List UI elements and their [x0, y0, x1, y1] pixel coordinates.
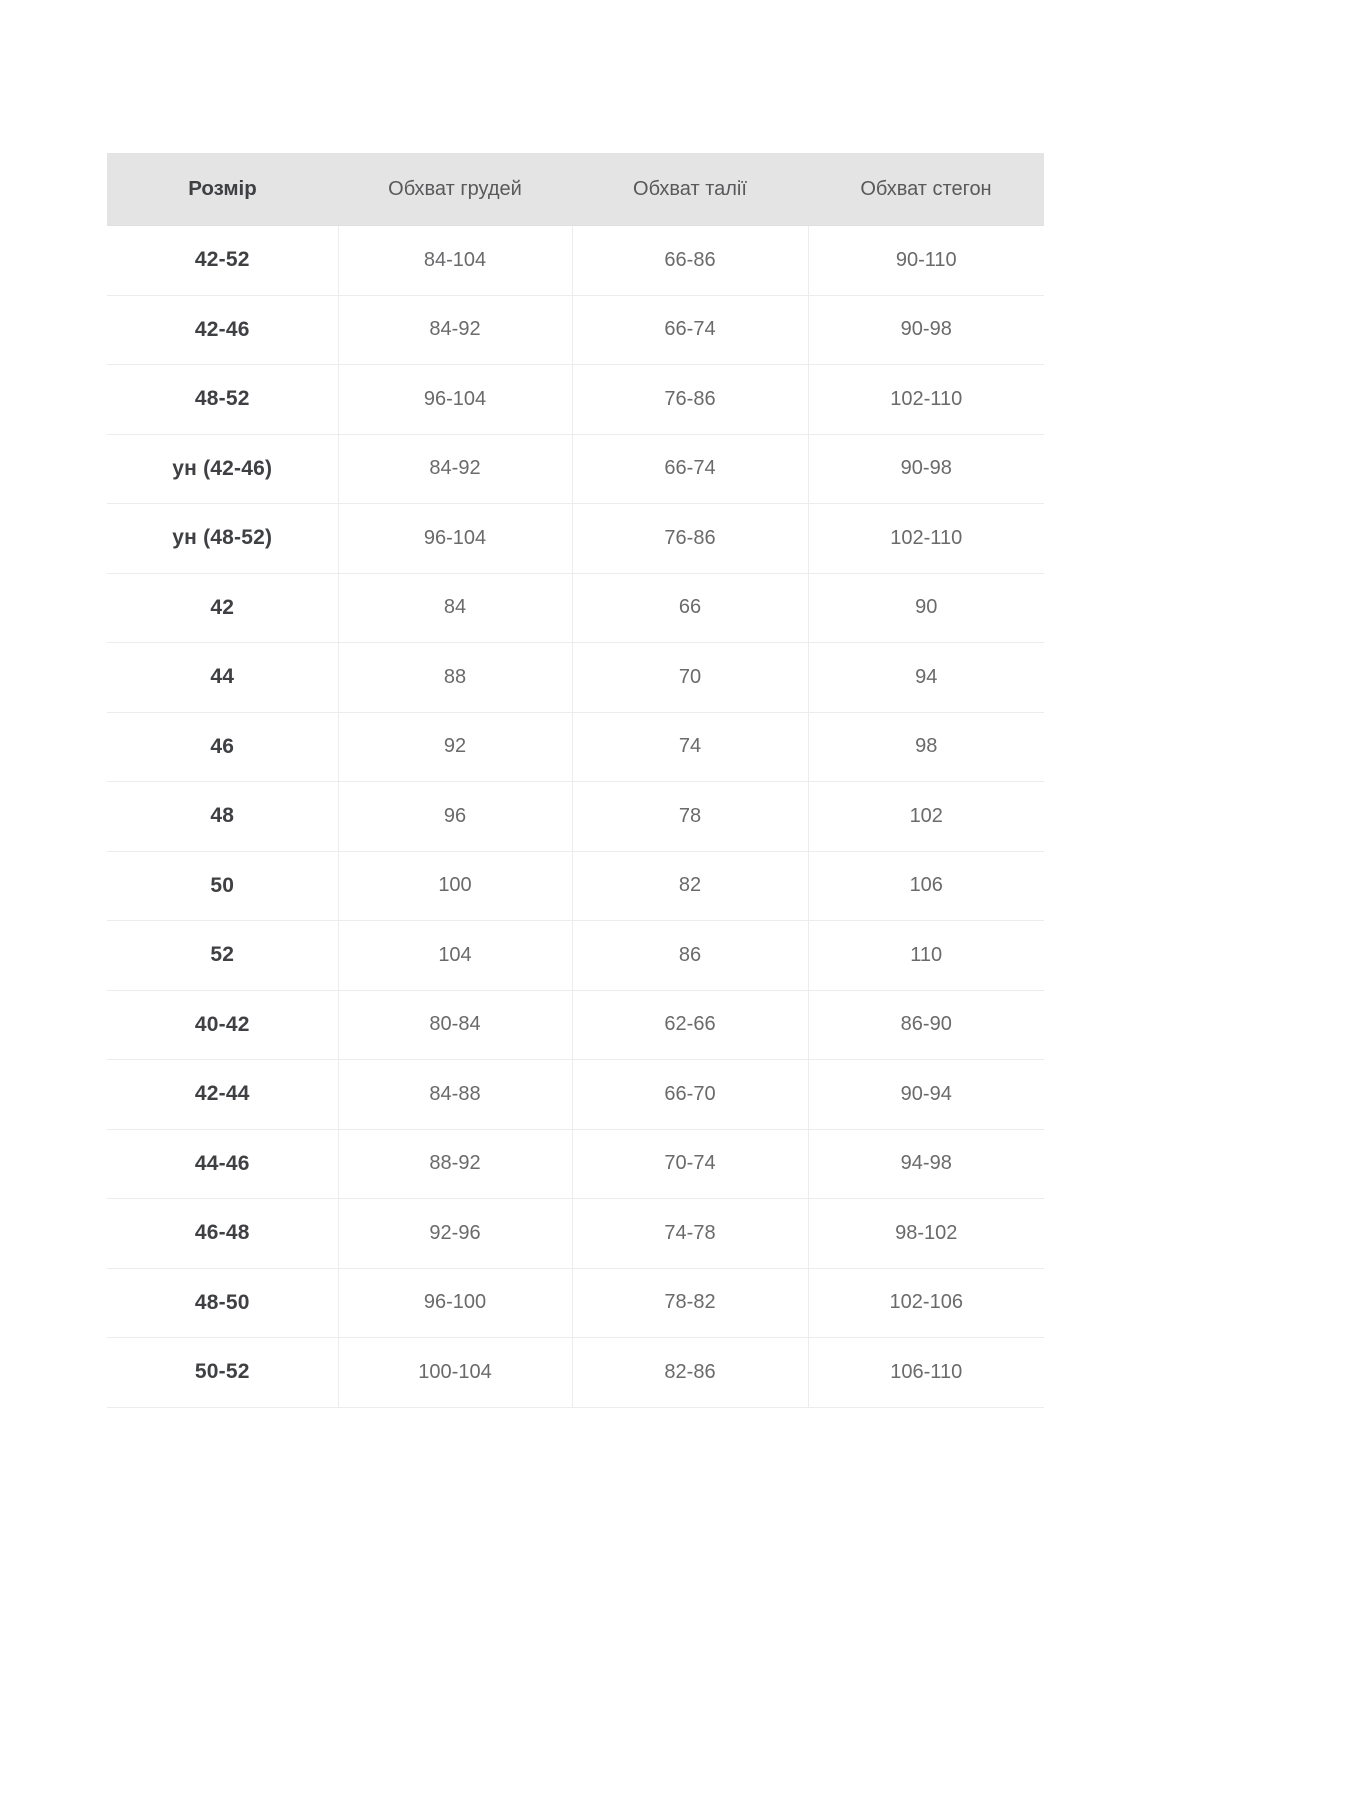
- cell-hips: 90-94: [808, 1060, 1044, 1130]
- cell-chest: 96-100: [338, 1268, 572, 1338]
- cell-chest: 80-84: [338, 990, 572, 1060]
- cell-waist: 76-86: [572, 365, 808, 435]
- cell-chest: 84: [338, 573, 572, 643]
- cell-size: 46-48: [107, 1199, 338, 1269]
- cell-size: 44-46: [107, 1129, 338, 1199]
- cell-hips: 90-98: [808, 295, 1044, 365]
- table-row: [107, 990, 1044, 1060]
- cell-waist: 66-74: [572, 295, 808, 365]
- cell-size: 44: [107, 643, 338, 713]
- cell-size: 48-50: [107, 1268, 338, 1338]
- cell-size: ун (48-52): [107, 504, 338, 574]
- cell-chest: 96: [338, 782, 572, 852]
- cell-chest: 96-104: [338, 365, 572, 435]
- cell-hips: 90: [808, 573, 1044, 643]
- cell-waist: 82: [572, 851, 808, 921]
- cell-hips: 90-98: [808, 434, 1044, 504]
- table-row: [107, 504, 1044, 574]
- column-header-waist: Обхват талії: [633, 177, 747, 200]
- cell-waist: 76-86: [572, 504, 808, 574]
- cell-waist: 78: [572, 782, 808, 852]
- cell-chest: 96-104: [338, 504, 572, 574]
- cell-hips: 86-90: [808, 990, 1044, 1060]
- cell-waist: 66-70: [572, 1060, 808, 1130]
- table-body: [107, 226, 1044, 1408]
- cell-size: 50: [107, 851, 338, 921]
- column-header-hips: Обхват стегон: [860, 177, 992, 200]
- cell-waist: 70: [572, 643, 808, 713]
- size-table-container: [107, 153, 1044, 1408]
- table-row: [107, 1060, 1044, 1130]
- cell-size: 42-52: [107, 226, 338, 296]
- cell-hips: 98: [808, 712, 1044, 782]
- cell-chest: 100: [338, 851, 572, 921]
- table-row: [107, 1199, 1044, 1269]
- cell-chest: 88-92: [338, 1129, 572, 1199]
- cell-size: 42-44: [107, 1060, 338, 1130]
- cell-size: 48: [107, 782, 338, 852]
- cell-hips: 94: [808, 643, 1044, 713]
- cell-chest: 84-88: [338, 1060, 572, 1130]
- cell-hips: 90-110: [808, 226, 1044, 296]
- cell-size: ун (42-46): [107, 434, 338, 504]
- table-row: [107, 851, 1044, 921]
- cell-chest: 84-104: [338, 226, 572, 296]
- cell-hips: 106: [808, 851, 1044, 921]
- table-row: [107, 712, 1044, 782]
- cell-waist: 78-82: [572, 1268, 808, 1338]
- table-row: [107, 434, 1044, 504]
- column-header-size: Розмір: [188, 177, 257, 200]
- cell-hips: 98-102: [808, 1199, 1044, 1269]
- cell-hips: 94-98: [808, 1129, 1044, 1199]
- cell-hips: 102-106: [808, 1268, 1044, 1338]
- table-row: [107, 573, 1044, 643]
- cell-waist: 70-74: [572, 1129, 808, 1199]
- cell-hips: 110: [808, 921, 1044, 991]
- cell-chest: 88: [338, 643, 572, 713]
- cell-size: 50-52: [107, 1338, 338, 1408]
- size-measurements-table: [107, 153, 1044, 1408]
- table-row: [107, 643, 1044, 713]
- cell-chest: 92-96: [338, 1199, 572, 1269]
- cell-waist: 82-86: [572, 1338, 808, 1408]
- table-row: [107, 1129, 1044, 1199]
- cell-waist: 66-86: [572, 226, 808, 296]
- table-header: [107, 153, 1044, 226]
- cell-size: 40-42: [107, 990, 338, 1060]
- cell-size: 48-52: [107, 365, 338, 435]
- cell-waist: 66: [572, 573, 808, 643]
- table-row: [107, 365, 1044, 435]
- table-row: [107, 1338, 1044, 1408]
- cell-waist: 74-78: [572, 1199, 808, 1269]
- cell-hips: 102: [808, 782, 1044, 852]
- table-row: [107, 1268, 1044, 1338]
- cell-hips: 102-110: [808, 504, 1044, 574]
- table-row: [107, 782, 1044, 852]
- cell-chest: 84-92: [338, 434, 572, 504]
- cell-size: 52: [107, 921, 338, 991]
- cell-chest: 84-92: [338, 295, 572, 365]
- cell-waist: 62-66: [572, 990, 808, 1060]
- table-header-row: [107, 153, 1044, 226]
- table-row: [107, 226, 1044, 296]
- cell-hips: 106-110: [808, 1338, 1044, 1408]
- cell-size: 42: [107, 573, 338, 643]
- cell-hips: 102-110: [808, 365, 1044, 435]
- cell-waist: 74: [572, 712, 808, 782]
- cell-size: 46: [107, 712, 338, 782]
- column-header-chest: Обхват грудей: [388, 177, 522, 200]
- cell-waist: 66-74: [572, 434, 808, 504]
- table-row: [107, 295, 1044, 365]
- cell-chest: 92: [338, 712, 572, 782]
- cell-chest: 104: [338, 921, 572, 991]
- table-row: [107, 921, 1044, 991]
- cell-size: 42-46: [107, 295, 338, 365]
- cell-waist: 86: [572, 921, 808, 991]
- cell-chest: 100-104: [338, 1338, 572, 1408]
